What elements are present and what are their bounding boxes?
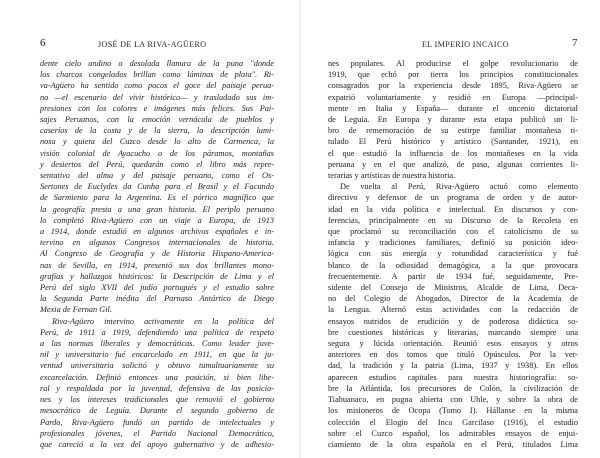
text-line: la Segunda Parte inédita del Parnaso Antártico de Diego xyxy=(40,294,274,304)
text-line: aparecen estudios capitales para nuestra historiografía: so- xyxy=(328,372,578,382)
text-line: peruana y en el que analizó, de paso, algunas corrientes li- xyxy=(328,159,578,169)
text-line: dente cielo andino o desolada llanura de la puna "donde xyxy=(40,59,274,68)
text-line: infancia y tradiciones familiares, definió su posición ideo- xyxy=(328,238,578,248)
text-line: blanco de la odiosidad demagógica, a la que provocara xyxy=(328,260,578,270)
text-line: que careció a la vez del apoyo gubernativo y de adhesio- xyxy=(40,439,274,449)
text-line: Perú, de 1911 a 1919, defendiendo una política de respeto xyxy=(40,327,274,337)
text-line: grafías y hallazgos históricos: la Descripción de Lima y el xyxy=(40,271,274,281)
text-line: ensayos nutridos de erudición y de poderosa didáctica so- xyxy=(328,316,578,326)
text-line: ciamiento de la obra española en el Perú, titulados Lima xyxy=(328,439,578,449)
text-line: directivo y defensor de un programa de orden y de autor- xyxy=(328,193,578,203)
text-line: mente en Italia y España— durante el oncenio dictatorial xyxy=(328,103,578,113)
text-line: sobre el Cuzco español, los admirables ensayos de enjui- xyxy=(328,428,578,438)
text-line: terarias y artísticas de nuestra historia. xyxy=(328,171,456,181)
text-line: a 1914, donde estudió en algunos archivos españoles e in- xyxy=(40,227,274,237)
text-line: bro de rememoración de su estirpe familiar montañesa ti- xyxy=(328,126,578,136)
right-page-number: 7 xyxy=(572,37,578,49)
text-line: De vuelta al Perú, Riva-Agüero actuó como elemento xyxy=(340,182,578,192)
text-line: consagrados por la experiencia desde 1895, Riva-Agüero se xyxy=(328,81,578,91)
text-line: bre la Atlántida, los precursores de Colón, la civilización de xyxy=(328,383,578,393)
text-line: Perú del siglo XVII del judío portugués y el estudio sobre xyxy=(40,283,274,293)
text-line: dad, la tradición y la patria (Lima, 1937 y 1938). En ellos xyxy=(328,361,578,371)
text-line: ventud universitaria solicitó y obtuvo tumultuariamente su xyxy=(40,361,274,371)
text-line: los charcos congelados brillan como láminas de plata". Ri- xyxy=(40,70,274,80)
text-line: de Sarmiento para la Argentina. Es el pórtico magnífico que xyxy=(40,193,274,203)
text-line: el que estudió la influencia de los montañeses en la vida xyxy=(328,148,578,158)
text-line: expatrió voluntariamente y residió en Europa —principal- xyxy=(328,92,578,102)
text-line: Pardo, Riva-Agüero fundó un partido de intelectuales y xyxy=(40,417,274,427)
right-page xyxy=(300,0,600,458)
text-line: a las normas liberales y democráticas. Como leader juve- xyxy=(40,339,274,349)
text-line: mesocrático de Leguía. Durante el segundo gobierno de xyxy=(40,406,274,416)
text-line: tulado El Perú histórico y artístico (Santander, 1921), en xyxy=(328,137,578,147)
text-line: va-Agüero ha sentido como pocos el goce del paisaje perua- xyxy=(40,81,274,91)
text-line: sentativo del alma y del paisaje peruano, como el Os- xyxy=(40,171,274,181)
text-line: caseríos de la costa y de la sierra, la descripción lumi- xyxy=(40,126,274,136)
text-line: colección el Elogio del Inca Garcilaso (1916), el estudio xyxy=(328,417,578,427)
text-line: idad en la vida política e intelectual. En discursos y con- xyxy=(328,204,578,214)
text-line: los misioneros de Ocopa (Tomo I). Hállanse en la misma xyxy=(328,406,578,416)
text-line: ral y respaldada por la juventud, defensiva de las posicio- xyxy=(40,383,274,393)
text-line: nas de Sevilla, en 1914, presentó sus dos brillantes mono- xyxy=(40,260,274,270)
text-line: ferencias, principalmente en su Discurso de la Recoleta en xyxy=(328,215,578,225)
text-line: frecuentemente. A partir de 1934 fué, seguidamente, Pre- xyxy=(328,271,578,281)
text-line: segura y lúcida orientación. Reunió esos ensayos y otros xyxy=(328,339,578,349)
text-line: nil y universitario fué encarcelado en 1911, en que la ju- xyxy=(40,350,274,360)
text-line: excarcelación. Definió entonces una posición, si bien libe- xyxy=(40,372,274,382)
text-line: lo completó Riva-Agüero con un viaje a Europa, de 1913 xyxy=(40,215,274,225)
text-line: y desiertos del Perú, quedarán como el libro más repre- xyxy=(40,159,274,169)
right-running-head: EL IMPERIO INCAICO xyxy=(422,40,509,49)
text-line: visión colonial de Ayacucho o de los páramos, montañas xyxy=(40,148,274,158)
text-line: tervino en algunos Congresos internacionales de historia. xyxy=(40,238,274,248)
left-running-head: JOSÉ DE LA RIVA-AGÜERO xyxy=(98,40,207,49)
right-body-text xyxy=(328,58,578,450)
text-line: la geografía presta a una gran historia. El periplo peruano xyxy=(40,204,274,214)
text-line: profesionales jóvenes, el Partido Nacional Democrático, xyxy=(40,428,274,438)
text-line: que proclamó su reconciliación con el catolicismo de su xyxy=(328,227,578,237)
text-line: sidente del Consejo de Ministros, Alcalde de Lima, Deca- xyxy=(328,283,578,293)
text-line: Al Congreso de Geografía y de Historia Hispano-America- xyxy=(40,249,274,259)
text-line: nes y los intereses tradicionales que removió el gobierno xyxy=(40,395,274,405)
text-line: nes populares. Al producirse el golpe revolucionario de xyxy=(328,59,578,68)
text-line: lógica con sus energía y rotundidad característica y fué xyxy=(328,249,578,259)
text-line: presiones con los colores e imágenes más felices. Sus Pai- xyxy=(40,103,274,113)
text-line: anteriores en dos tomos que tituló Opúsculos. Por la ver- xyxy=(328,350,578,360)
text-line: bre cuestiones históricas y literarias, marcando siempre una xyxy=(328,327,578,337)
text-line: Mexia de Fernan Gil. xyxy=(40,305,112,315)
text-line: nosa y quieta del Cuzco desde lo alto de Carmenca, la xyxy=(40,137,274,147)
text-line: Tiahuanaco, en pugna abierta con Uhle, y sobre la obra de xyxy=(328,395,578,405)
text-line: no —el escenario del vivir histórico— y trasladado sus im- xyxy=(40,92,274,102)
text-line: no del Colegio de Abogados, Director de la Academia de xyxy=(328,294,578,304)
text-line: Sertones de Euclydes da Cunha para el Brasil y el Facundo xyxy=(40,182,274,192)
text-line: la Lengua. Alternó estas actividades con la redacción de xyxy=(328,305,578,315)
text-line: 1919, que echó por tierra los principios constitucionales xyxy=(328,70,578,80)
text-line: Riva-Agüero intervino activamente en la política del xyxy=(52,316,274,326)
text-line: de Leguía. En Europa y durante esta etapa publicó un li- xyxy=(328,115,578,125)
left-page-number: 6 xyxy=(40,37,46,49)
text-line: sajes Peruanos, con la emoción vernácula de pueblos y xyxy=(40,115,274,125)
left-body-text xyxy=(40,58,274,450)
